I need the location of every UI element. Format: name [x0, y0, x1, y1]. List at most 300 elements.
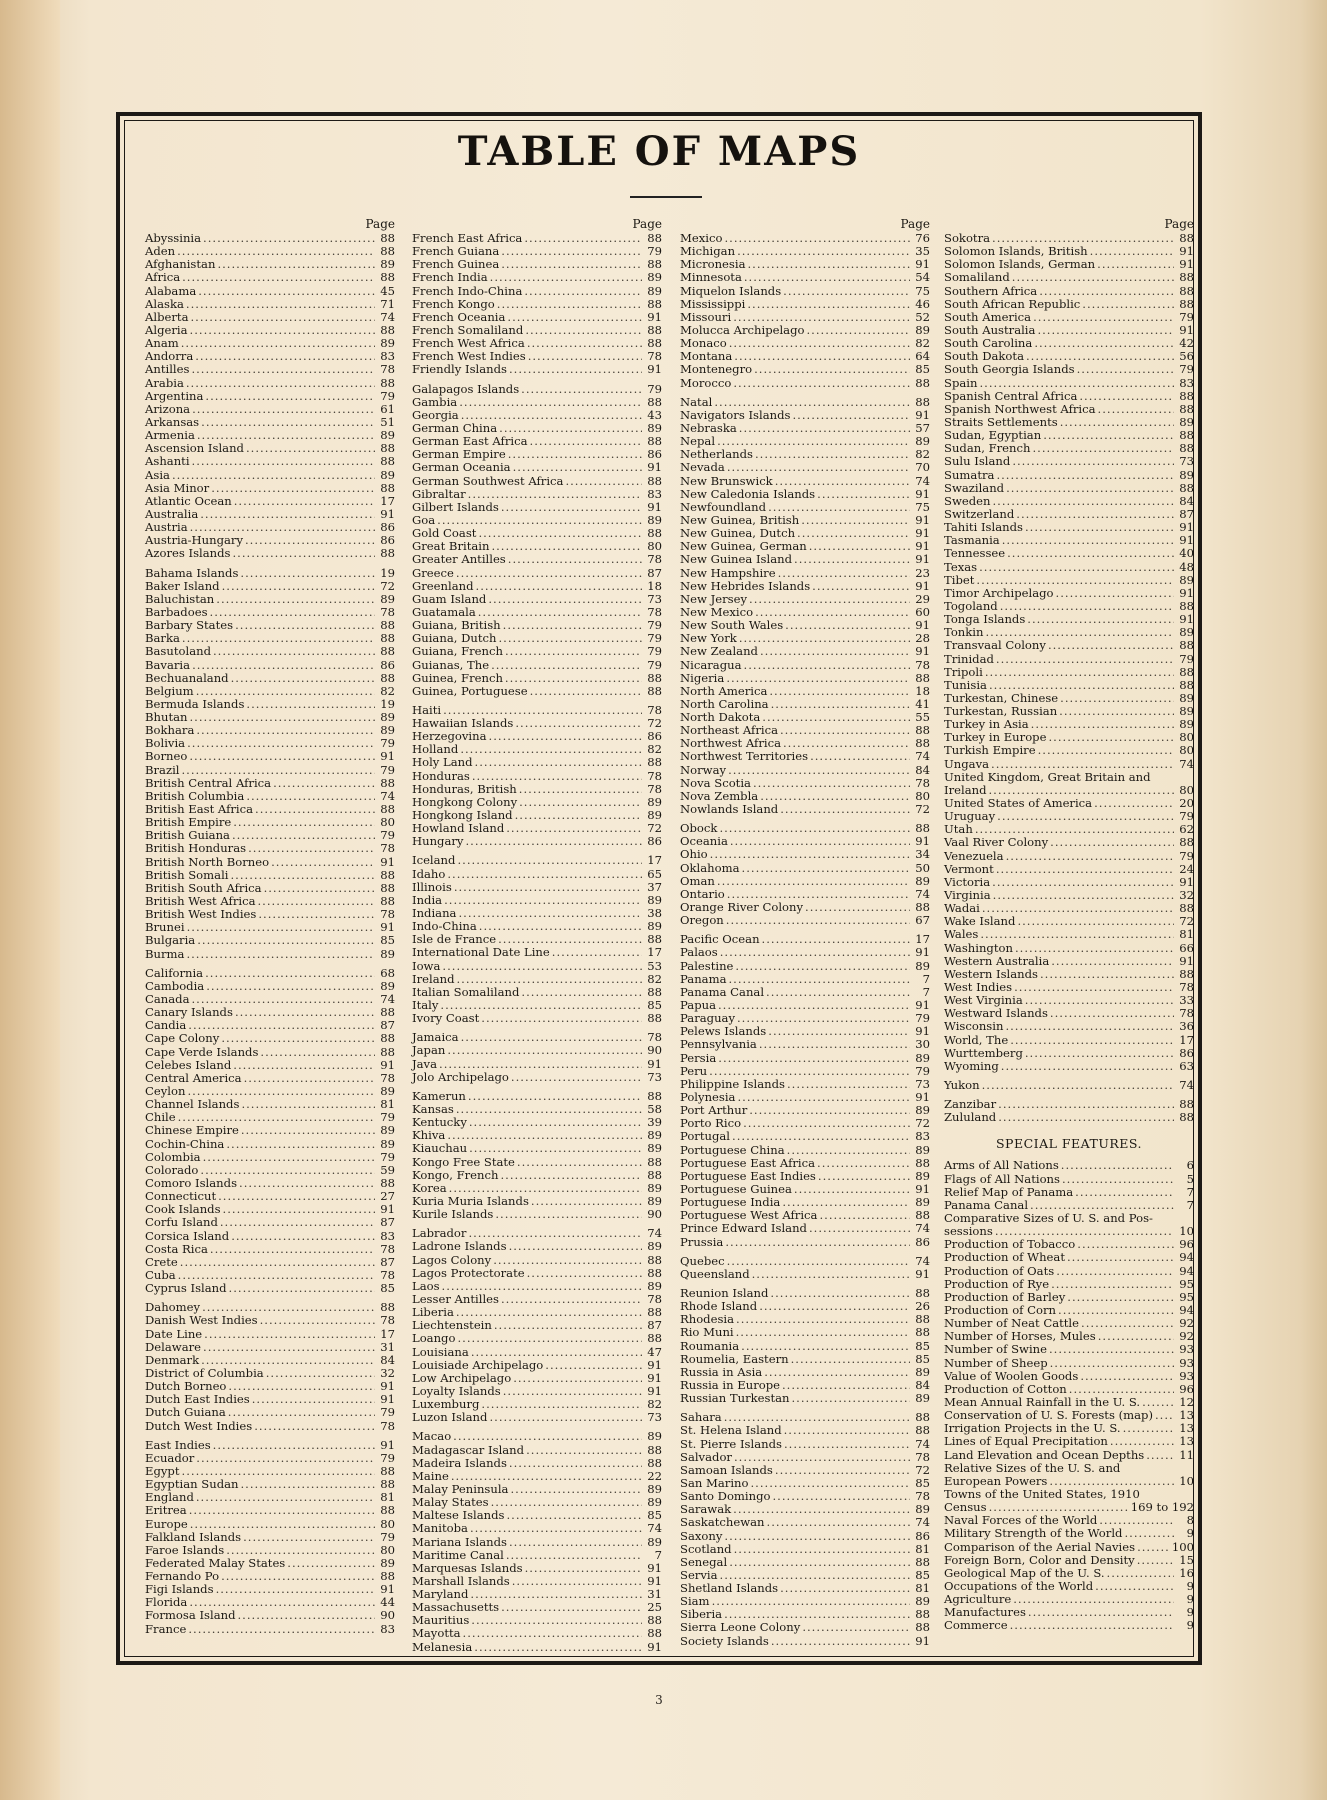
entry-page: 74 — [1179, 756, 1194, 771]
list-item — [145, 232, 395, 245]
entry-page: 78 — [380, 604, 395, 619]
dot-leader — [196, 685, 375, 698]
entry-page: 88 — [647, 1167, 662, 1182]
dot-leader — [509, 1536, 642, 1549]
entry-name: Morocco — [680, 375, 732, 390]
dot-leader — [234, 495, 375, 508]
entry-page: 93 — [1179, 1368, 1194, 1383]
entry-name: Western Islands — [944, 966, 1038, 981]
entry-name: Rhode Island — [680, 1299, 758, 1314]
entry-page: 79 — [380, 1529, 395, 1544]
entry-page: 100 — [1171, 1539, 1194, 1554]
list-item — [680, 311, 930, 324]
entry-name: International Date Line — [412, 945, 550, 960]
list-item — [680, 1438, 930, 1451]
entry-page: 88 — [380, 1044, 395, 1059]
dot-leader — [1010, 1619, 1174, 1632]
dot-leader — [252, 1393, 375, 1406]
dot-leader — [221, 1032, 375, 1045]
entry-name: Danish West Indies — [145, 1313, 258, 1328]
entry-name: German East Africa — [412, 434, 528, 449]
dot-leader — [479, 920, 642, 933]
page-column-label: Page — [900, 217, 930, 231]
dot-leader — [521, 383, 642, 396]
entry-page: 88 — [915, 1285, 930, 1300]
dot-leader — [505, 645, 642, 658]
entry-name: New Mexico — [680, 604, 754, 619]
list-item — [145, 593, 395, 606]
entry-page: 88 — [915, 670, 930, 685]
list-item — [944, 285, 1194, 298]
entry-page: 78 — [915, 1449, 930, 1464]
entry-name: Missouri — [680, 309, 732, 324]
dot-leader — [500, 1169, 642, 1182]
dot-leader — [509, 363, 642, 376]
entry-name: Borneo — [145, 749, 188, 764]
entry-name: Delaware — [145, 1339, 202, 1354]
entry-name: Peru — [680, 1063, 708, 1078]
entry-page: 80 — [1179, 743, 1194, 758]
entry-page: 88 — [647, 1331, 662, 1346]
dot-leader — [1079, 390, 1174, 403]
entry-name: Shetland Islands — [680, 1581, 779, 1596]
entry-name: Agriculture — [944, 1592, 1012, 1607]
entry-page: 80 — [380, 815, 395, 830]
entry-page: 88 — [380, 618, 395, 633]
dot-leader — [1059, 705, 1174, 718]
entry-name: British Somali — [145, 867, 229, 882]
dot-leader — [471, 1614, 642, 1627]
entry-name: South Australia — [944, 322, 1036, 337]
entry-page: 89 — [380, 1123, 395, 1138]
entry-name: Portuguese India — [680, 1195, 781, 1210]
entry-page: 10 — [1179, 1473, 1194, 1488]
entry-name: Spanish Northwest Africa — [944, 401, 1096, 416]
entry-name: British Guiana — [145, 828, 230, 843]
list-item — [680, 777, 930, 790]
entry-page: 91 — [915, 552, 930, 567]
entry-page: 88 — [915, 736, 930, 751]
dot-leader — [767, 1516, 910, 1529]
list-item — [944, 744, 1194, 757]
dot-leader — [734, 1451, 910, 1464]
list-item — [680, 1255, 930, 1268]
list-item — [145, 777, 395, 790]
dot-leader — [773, 1490, 911, 1503]
entry-page: 13 — [1179, 1421, 1194, 1436]
entry-name: Servia — [680, 1567, 718, 1582]
dot-leader — [501, 1293, 642, 1306]
entry-page: 89 — [915, 1391, 930, 1406]
entry-page: 88 — [647, 231, 662, 245]
dot-leader — [180, 1256, 375, 1269]
entry-page: 92 — [1179, 1329, 1194, 1344]
entry-name: Cape Verde Islands — [145, 1044, 259, 1059]
entry-page: 86 — [647, 834, 662, 849]
entry-page: 89 — [380, 1136, 395, 1151]
dot-leader — [525, 1562, 642, 1575]
dot-leader — [508, 448, 642, 461]
entry-name: Guianas, The — [412, 657, 490, 672]
entry-name: Scotland — [680, 1541, 732, 1556]
list-item — [145, 1282, 395, 1295]
dot-leader — [1025, 1047, 1174, 1060]
list-item — [680, 986, 930, 999]
list-item — [145, 363, 395, 376]
dot-leader — [456, 567, 642, 580]
entry-page: 82 — [915, 336, 930, 351]
dot-leader — [239, 1177, 375, 1190]
list-item — [680, 764, 930, 777]
dot-leader — [213, 1439, 375, 1452]
entry-page: 80 — [1179, 782, 1194, 797]
entry-page: 57 — [915, 420, 930, 435]
entry-name: Mississippi — [680, 296, 746, 311]
entry-page: 79 — [647, 657, 662, 672]
entry-page: 70 — [915, 460, 930, 475]
entry-page: 91 — [647, 362, 662, 377]
entry-page: 72 — [647, 821, 662, 836]
entry-name: Number of Neat Cattle — [944, 1316, 1080, 1331]
list-item — [412, 1372, 662, 1385]
entry-page: 89 — [1179, 717, 1194, 732]
entry-page: 89 — [647, 892, 662, 907]
entry-name: Formosa Island — [145, 1608, 236, 1623]
list-item — [412, 868, 662, 881]
list-item — [412, 645, 662, 658]
entry-page: 89 — [647, 1278, 662, 1293]
entry-name: Westward Islands — [944, 1006, 1048, 1021]
entry-page: 88 — [647, 984, 662, 999]
entry-name: South America — [944, 309, 1032, 324]
list-item — [680, 960, 930, 973]
entry-page: 78 — [380, 1313, 395, 1328]
list-item — [680, 422, 930, 435]
entry-page: 60 — [915, 604, 930, 619]
dot-leader — [188, 1623, 375, 1636]
dot-leader — [203, 1151, 375, 1164]
dot-leader — [980, 928, 1174, 941]
dot-leader — [805, 901, 910, 914]
dot-leader — [783, 285, 910, 298]
entry-page: 89 — [380, 336, 395, 351]
entry-name: Comparison of the Aerial Navies — [944, 1539, 1136, 1554]
list-item — [412, 1142, 662, 1155]
entry-page: 89 — [647, 1180, 662, 1195]
entry-page: 91 — [915, 1633, 930, 1648]
dot-leader — [819, 1209, 910, 1222]
list-item — [145, 1518, 395, 1531]
dot-leader — [780, 803, 910, 816]
entry-page: 88 — [380, 631, 395, 646]
entry-name: Khiva — [412, 1128, 446, 1143]
entry-page: 91 — [915, 257, 930, 272]
dot-leader — [748, 258, 911, 271]
entry-name: Figi Islands — [145, 1582, 214, 1597]
entry-name: Ungava — [944, 756, 990, 771]
entry-name: Lagos Protectorate — [412, 1265, 525, 1280]
entry-name: Montana — [680, 349, 733, 364]
entry-name: Saxony — [680, 1528, 723, 1543]
dot-leader — [488, 593, 642, 606]
dot-leader — [979, 377, 1174, 390]
entry-name: California — [145, 965, 204, 980]
entry-name: Macao — [412, 1429, 452, 1444]
entry-name: Spanish Central Africa — [944, 388, 1078, 403]
entry-name: European Powers — [944, 1473, 1048, 1488]
entry-name: Channel Islands — [145, 1097, 240, 1112]
entry-name: Ohio — [680, 847, 708, 862]
entry-page: 79 — [380, 388, 395, 403]
entry-page: 91 — [380, 1202, 395, 1217]
entry-page: 80 — [380, 1516, 395, 1531]
list-item — [680, 1052, 930, 1065]
entry-name: Connecticut — [145, 1189, 217, 1204]
dot-leader — [729, 337, 910, 350]
list-item — [412, 501, 662, 514]
entry-page: 79 — [647, 244, 662, 259]
list-item — [944, 1173, 1194, 1186]
list-item — [944, 1199, 1194, 1212]
entry-page: 91 — [380, 1582, 395, 1597]
entry-name: Holy Land — [412, 755, 473, 770]
dot-leader — [792, 409, 910, 422]
entry-name: Kurile Islands — [412, 1207, 494, 1222]
list-item — [145, 842, 395, 855]
dot-leader — [1048, 731, 1174, 744]
entry-name: Towns of the United States, 1910 — [944, 1486, 1140, 1501]
dot-leader — [463, 1627, 642, 1640]
entry-page: 86 — [380, 520, 395, 535]
entry-name: Java — [412, 1056, 438, 1071]
entry-name: New Zealand — [680, 644, 758, 659]
entry-name: Northwest Territories — [680, 749, 809, 764]
entry-name: Monaco — [680, 336, 727, 351]
list-item — [145, 390, 395, 403]
dot-leader — [216, 593, 375, 606]
entry-name: Maine — [412, 1468, 449, 1483]
list-item — [680, 1157, 930, 1170]
entry-name: Somaliland — [944, 270, 1010, 285]
entry-name: Mayotta — [412, 1626, 461, 1641]
dot-leader — [1062, 1173, 1174, 1186]
entry-page: 6 — [1186, 1158, 1194, 1173]
dot-leader — [223, 1203, 375, 1216]
entry-page: 38 — [647, 906, 662, 921]
list-item — [412, 475, 662, 488]
entry-page: 74 — [915, 886, 930, 901]
list-item — [944, 587, 1194, 600]
entry-name: Nebraska — [680, 420, 737, 435]
entry-name: Bavaria — [145, 657, 191, 672]
entry-name: Guinea, Portuguese — [412, 683, 528, 698]
entry-page: 78 — [647, 1291, 662, 1306]
list-item — [944, 574, 1194, 587]
dot-leader — [1048, 639, 1174, 652]
entry-page: 87 — [1179, 506, 1194, 521]
list-item — [412, 383, 662, 396]
entry-page: 88 — [915, 723, 930, 738]
entry-page: 9 — [1186, 1578, 1194, 1593]
entry-page: 34 — [915, 847, 930, 862]
entry-page: 91 — [1179, 874, 1194, 889]
entry-name: Pelews Islands — [680, 1024, 767, 1039]
entry-name: Cook Islands — [145, 1202, 221, 1217]
entry-name: Basutoland — [145, 644, 211, 659]
dot-leader — [531, 1195, 642, 1208]
dot-leader — [743, 1117, 910, 1130]
page-column-label: Page — [632, 217, 662, 231]
entry-name: Brazil — [145, 762, 180, 777]
entry-page: 17 — [1179, 1032, 1194, 1047]
dot-leader — [998, 1098, 1174, 1111]
entry-name: Kansas — [412, 1102, 454, 1116]
entry-name: Portugal — [680, 1129, 731, 1144]
list-item — [145, 482, 395, 495]
entry-name: Production of Barley — [944, 1289, 1066, 1304]
list-item — [145, 1341, 395, 1354]
entry-name: Production of Rye — [944, 1276, 1050, 1291]
list-item — [412, 973, 662, 986]
dot-leader — [736, 1326, 910, 1339]
entry-name: Guiana, British — [412, 618, 501, 633]
dot-leader — [235, 1006, 375, 1019]
list-item — [145, 1531, 395, 1544]
dot-leader — [992, 495, 1174, 508]
dot-leader — [196, 724, 375, 737]
entry-page: 78 — [380, 1241, 395, 1256]
entry-page: 75 — [915, 283, 930, 298]
entry-page: 79 — [1179, 362, 1194, 377]
entry-name: Papua — [680, 998, 716, 1013]
list-item — [145, 1420, 395, 1433]
entry-page: 91 — [915, 407, 930, 422]
entry-name: Gambia — [412, 394, 458, 409]
entry-page: 9 — [1186, 1618, 1194, 1633]
dot-leader — [732, 1130, 910, 1143]
entry-page: 74 — [380, 309, 395, 324]
dot-leader — [775, 1464, 910, 1477]
entry-name: Marshall Islands — [412, 1573, 510, 1588]
entry-name: Afghanistan — [145, 257, 216, 272]
entry-name: Southern Africa — [944, 283, 1038, 298]
entry-page: 91 — [380, 854, 395, 869]
entry-page: 91 — [647, 499, 662, 514]
entry-name: Greenland — [412, 578, 474, 593]
dot-leader — [457, 973, 643, 986]
entry-name: Comparative Sizes of U. S. and Pos- — [944, 1210, 1153, 1225]
entry-name: British Central Africa — [145, 775, 272, 790]
entry-name: Utah — [944, 822, 973, 837]
dot-leader — [456, 1103, 642, 1116]
list-item — [944, 363, 1194, 376]
list-item — [412, 553, 662, 566]
entry-name: Guam Island — [412, 591, 487, 606]
entry-name: Dutch West Indies — [145, 1418, 253, 1433]
list-item — [145, 1216, 395, 1229]
dot-leader — [1090, 245, 1174, 258]
entry-name: South African Republic — [944, 296, 1081, 311]
entry-name: District of Columbia — [145, 1365, 264, 1380]
dot-leader — [491, 540, 642, 553]
entry-page: 85 — [647, 1508, 662, 1523]
entry-name: India — [412, 892, 443, 907]
entry-page: 89 — [915, 1195, 930, 1210]
entry-page: 86 — [380, 657, 395, 672]
entry-page: 78 — [380, 362, 395, 377]
entry-name: Sumatra — [944, 467, 995, 482]
dot-leader — [1077, 363, 1174, 376]
entry-page: 86 — [380, 533, 395, 548]
list-item — [680, 1065, 930, 1078]
list-item — [944, 298, 1194, 311]
dot-leader — [186, 948, 375, 961]
entry-page: 88 — [915, 375, 930, 390]
entry-page: 62 — [1179, 822, 1194, 837]
list-item — [145, 619, 395, 632]
entry-name: Russia in Europe — [680, 1377, 780, 1392]
entry-page: 91 — [647, 1056, 662, 1071]
entry-name: Rhodesia — [680, 1312, 735, 1327]
entry-page: 88 — [380, 1463, 395, 1478]
entry-name: Azores Islands — [145, 546, 231, 561]
dot-leader — [186, 298, 375, 311]
dot-leader — [243, 1531, 375, 1544]
entry-name: Roumania — [680, 1338, 740, 1353]
dot-leader — [778, 567, 910, 580]
entry-page: 7 — [654, 1547, 662, 1562]
entry-name: Pacific Ocean — [680, 932, 760, 947]
entry-name: Mauritius — [412, 1613, 470, 1628]
list-item — [412, 1116, 662, 1129]
list-item — [412, 1641, 662, 1654]
entry-page: 88 — [380, 1005, 395, 1020]
entry-name: Cyprus Island — [145, 1281, 227, 1296]
entry-page: 74 — [915, 473, 930, 488]
dot-leader — [794, 553, 910, 566]
entry-page: 89 — [915, 1168, 930, 1183]
entry-name: Ireland — [412, 971, 455, 986]
entry-page: 41 — [915, 696, 930, 711]
entry-name: Turkestan, Chinese — [944, 690, 1059, 705]
entry-name: United Kingdom, Great Britain and — [944, 769, 1151, 784]
entry-name: Egypt — [145, 1463, 180, 1478]
list-item — [944, 1060, 1194, 1073]
entry-name: Relief Map of Panama — [944, 1184, 1074, 1199]
entry-page: 13 — [1179, 1408, 1194, 1423]
entry-page: 47 — [647, 1344, 662, 1359]
dot-leader — [241, 1478, 376, 1491]
dot-leader — [287, 1557, 375, 1570]
list-item — [145, 1314, 395, 1327]
entry-page: 89 — [647, 1128, 662, 1143]
list-item — [944, 1186, 1194, 1199]
list-item — [944, 1462, 1194, 1475]
dot-leader — [1037, 324, 1174, 337]
entry-name: Samoan Islands — [680, 1462, 773, 1477]
dot-leader — [1069, 1383, 1174, 1396]
entry-name: French Guinea — [412, 257, 500, 272]
entry-name: Abyssinia — [145, 231, 202, 245]
entry-page: 13 — [1179, 1434, 1194, 1449]
entry-name: South Carolina — [944, 336, 1033, 351]
entry-name: Denmark — [145, 1352, 200, 1367]
entry-name: Gibraltar — [412, 486, 466, 501]
entry-name: Production of Tobacco — [944, 1237, 1076, 1252]
entry-name: Fernando Po — [145, 1569, 220, 1584]
entry-page: 17 — [647, 945, 662, 960]
entry-page: 88 — [380, 867, 395, 882]
